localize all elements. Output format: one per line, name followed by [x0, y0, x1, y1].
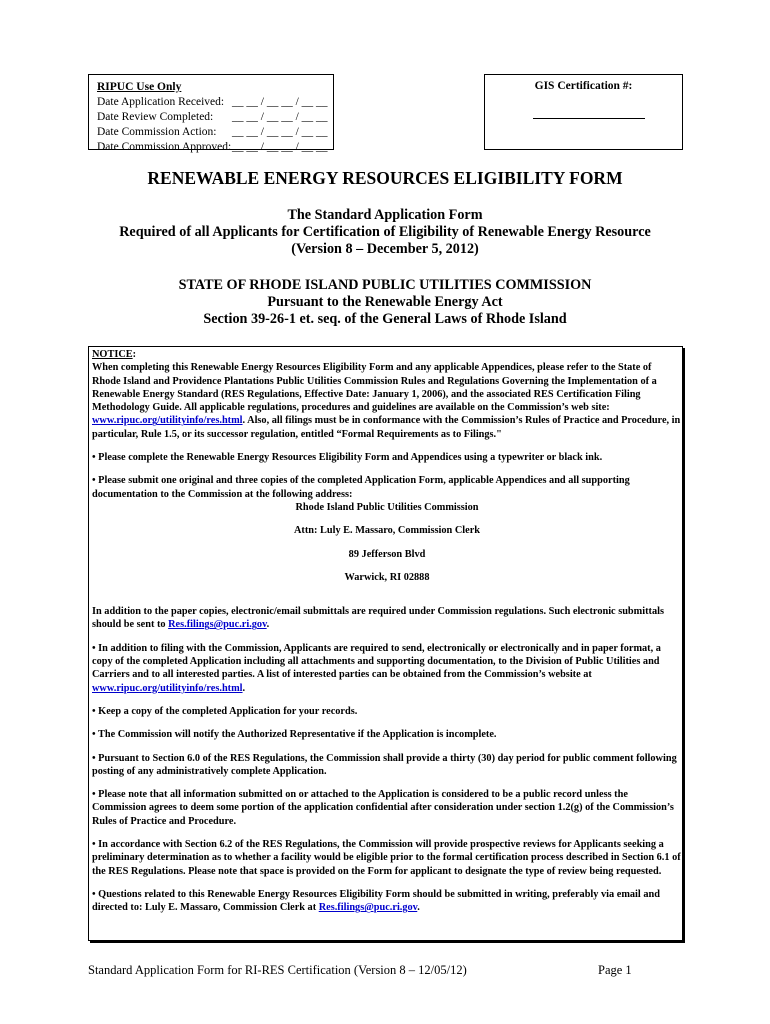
page-number: Page 1 — [598, 963, 632, 977]
bullet-typewriter: • Please complete the Renewable Energy Resources Eligibility Form and Appendices using a typewriter or black ink. — [92, 452, 603, 464]
address-line: 89 Jefferson Blvd — [348, 548, 426, 560]
bullet-filing: • In addition to filing with the Commission, Applicants are required to send, electronically or electronically and in paper format, a copy of the completed Application including all attachments and supporting documentation, to the Division of Public Utilities and Carriers and to all interested parties. A list of interested parties can be obtained from the Commission’s website at — [92, 642, 661, 681]
notice-intro-text-cont: . Also, all filings must be in conformance with the Commission’s Rules of Practice and Procedure, in particular, Rule 1.5, or its successor regulation, entitled “Formal Requirements as to Filings." — [92, 415, 681, 440]
form-title: RENEWABLE ENERGY RESOURCES ELIGIBILITY FORM — [147, 168, 623, 188]
gis-certification-box — [484, 74, 683, 150]
authority-block — [0, 277, 770, 328]
form-subtitle — [0, 207, 770, 258]
date-commission-approved-label: Date Commission Approved: — [97, 141, 232, 153]
date-commission-action-row — [97, 125, 333, 140]
date-commission-approved-blank[interactable]: __ __ / __ __ / __ __ — [232, 141, 328, 153]
bullet-questions: • Questions related to this Renewable Energy Resources Eligibility Form should be submitted in writing, preferably via email and directed to: Luly E. Massaro, Commission Clerk at — [92, 888, 660, 914]
date-commission-approved-row — [97, 140, 333, 155]
bullet-public-record: • Please note that all information submitted on or attached to the Application is considered to be a public record unless the Commission agrees to deem some portion of the application confidential after consideration under section 1.2(g) of the Commission’s Rules of Practice and Procedure. — [92, 789, 674, 827]
date-commission-action-label: Date Commission Action: — [97, 126, 217, 138]
authority-line-1: STATE OF RHODE ISLAND PUBLIC UTILITIES COMMISSION — [178, 277, 592, 293]
subtitle-line-1: The Standard Application Form — [287, 207, 483, 223]
res-filings-email-link[interactable]: Res.filings@puc.ri.gov — [168, 619, 267, 631]
ripuc-use-only-box — [88, 74, 334, 153]
subtitle-line-2: Required of all Applicants for Certification of Eligibility of Renewable Energy Resource — [119, 224, 651, 240]
date-review-completed-row — [97, 110, 333, 125]
address-line: Rhode Island Public Utilities Commission — [295, 501, 479, 513]
date-review-completed-blank[interactable]: __ __ / __ __ / __ __ — [232, 111, 328, 123]
notice-intro-text: When completing this Renewable Energy Resources Eligibility Form and any applicable Appendices, please refer to the State of Rhode Island and Providence Plantations Public Utilities Commission Rules and Regulations Governing the Implementation of a Renewable Energy Standard (RES Regulations, Effective Date: January 1, 2006), and the associated RES Certification Filing Methodology Guide. All applicable regulations, procedures and guidelines are available on the Commission’s web site: — [92, 362, 657, 414]
address-line: Attn: Luly E. Massaro, Commission Clerk — [293, 525, 481, 537]
date-application-received-row — [97, 95, 333, 110]
bullet-keep-copy: • Keep a copy of the completed Application for your records. — [92, 705, 358, 717]
commission-address — [92, 501, 682, 584]
subtitle-line-3: (Version 8 – December 5, 2012) — [291, 241, 479, 257]
date-review-completed-label: Date Review Completed: — [97, 111, 214, 123]
bullet-submit: • Please submit one original and three copies of the completed Application Form, applicable Appendices and all supporting documentation to the Commission at the following address: — [92, 475, 630, 500]
address-line: Warwick, RI 02888 — [344, 571, 430, 583]
notice-header: NOTICE — [92, 349, 133, 360]
bullet-public-comment: • Pursuant to Section 6.0 of the RES Regulations, the Commission shall provide a thirty (30) day period for public comment following posting of any administratively complete Application. — [92, 752, 677, 777]
interested-parties-link[interactable]: www.ripuc.org/utilityinfo/res.html — [92, 682, 243, 694]
date-commission-action-blank[interactable]: __ __ / __ __ / __ __ — [232, 126, 328, 138]
gis-certification-field[interactable] — [533, 118, 645, 119]
bullet-notify: • The Commission will notify the Authorized Representative if the Application is incomplete. — [92, 729, 497, 741]
notice-content: NOTICE: When completing this Renewable Energy Resources Eligibility Form and any applicable Appendices, please refer to the State of Rhode Island and Providence Plantations Public Utilities Commission Rules and Regulations Governing the Implementation of a Renewable Energy Standard (RES Regulations, Effective Date: January 1, 2006), and the associated RES Certification Filing Methodology Guide. All applicable regulations, procedures and guidelines are available on the Commission’s web site: www.ripuc.org/utilityinfo/res.html. Also, all filings must be in conformance with the Commission’s Rules of Practice and Procedure, in particular, Rule 1.5, or its successor regulation, entitled “Formal Requirements as to Filings." • Please complete the Renewable Energy Resources Eligibility Form and Appendices using a typewriter or black ink. • Please submit one original and three copies of the completed Application Form, applicable Appendices and all supporting documentation to the Commission at the following address: Rhode Island Public Utilities Commission Attn: Luly E. Massaro, Commission Clerk 89 Jefferson Blvd Warwick, RI 02888 In addition to the paper copies, electronic/email submittals are required under Commission regulations. Such electronic submittals should be sent to Res.filings@puc.ri.gov. • In addition to filing with the Commission, Applicants are required to send, electronically or electronically and in paper format, a copy of the completed Application including all attachments and supporting documentation, to the Division of Public Utilities and Carriers and to all interested parties. A list of interested parties can be obtained from the Commission’s website at www.ripuc.org/utilityinfo/res.html. • Keep a copy of the completed Application for your records. • The Commission will notify the Authorized Representative if the Application is incomplete. • Pursuant to Section 6.0 of the RES Regulations, the Commission shall provide a thirty (30) day period for public comment following posting of any administratively complete Application. • Please note that all information submitted on or attached to the Application is considered to be a public record unless the Commission agrees to deem some portion of the application confidential after consideration under section 1.2(g) of the Commission’s Rules of Practice and Procedure. • In accordance with Section 6.2 of the RES Regulations, the Commission will provide prospective reviews for Applicants seeking a preliminary determination as to whether a facility would be eligible prior to the formal certification process described in Section 6.1 of the RES Regulations. Please note that space is provided on the Form for applicant to designate the type of review being requested. • Questions related to this Renewable Energy Resources Eligibility Form should be submitted in writing, preferably via email and directed to: Luly E. Massaro, Commission Clerk at Res.filings@puc.ri.gov. — [92, 349, 681, 914]
res-website-link[interactable]: www.ripuc.org/utilityinfo/res.html — [92, 415, 243, 427]
ripuc-box-title: RIPUC Use Only — [97, 81, 182, 93]
notice-header-colon: : — [132, 349, 137, 360]
authority-line-2: Pursuant to the Renewable Energy Act — [267, 294, 503, 310]
gis-certification-label: GIS Certification #: — [534, 80, 633, 92]
electronic-submittal-text: In addition to the paper copies, electronic/email submittals are required under Commission regulations. Such electronic submittals should be sent to — [92, 606, 664, 631]
bullet-prospective-review: • In accordance with Section 6.2 of the RES Regulations, the Commission will provide prospective reviews for Applicants seeking a preliminary determination as to whether a facility would be eligible prior to the formal certification process described in Section 6.1 of the RES Regulations. Please note that space is provided on the Form for applicant to designate the type of review being requested. — [92, 839, 681, 877]
authority-line-3: Section 39-26-1 et. seq. of the General Laws of Rhode Island — [203, 311, 567, 327]
date-application-received-label: Date Application Received: — [97, 96, 225, 108]
questions-email-link[interactable]: Res.filings@puc.ri.gov — [318, 902, 418, 914]
footer-form-name: Standard Application Form for RI-RES Certification (Version 8 – 12/05/12) — [88, 963, 467, 977]
date-application-received-blank[interactable]: __ __ / __ __ / __ __ — [232, 96, 328, 108]
